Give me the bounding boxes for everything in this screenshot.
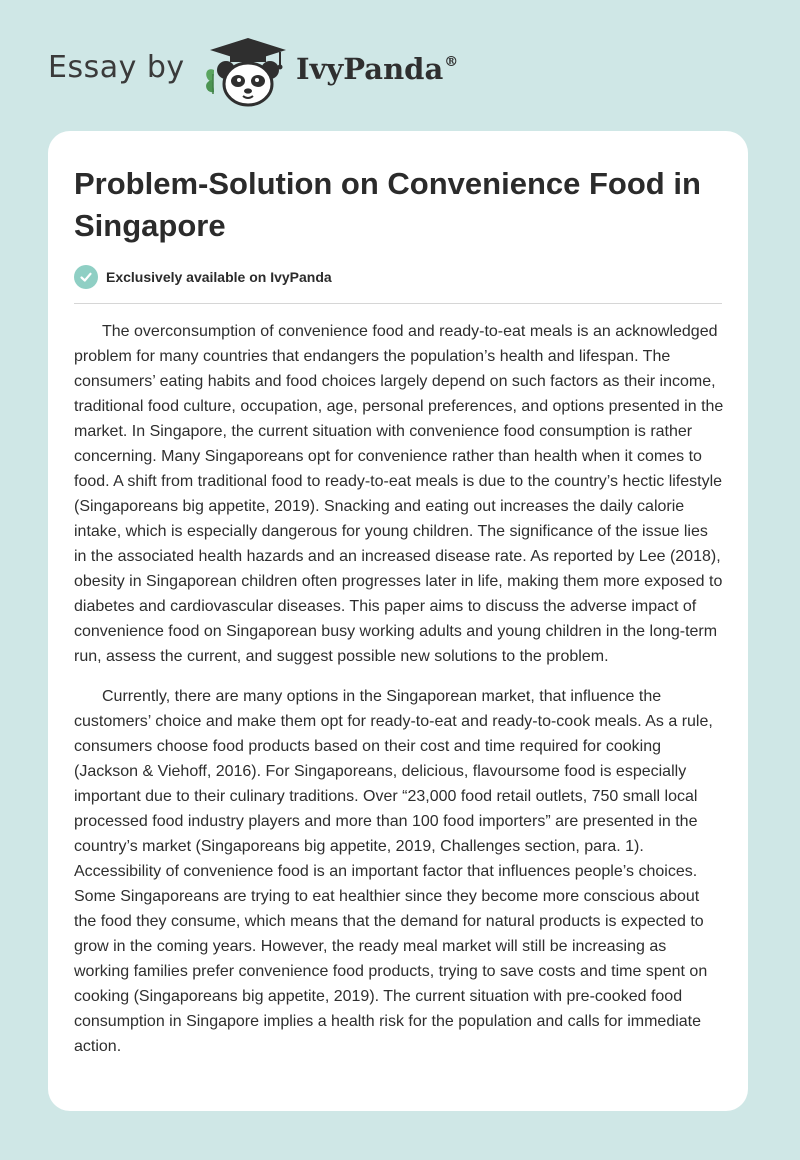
essay-paragraph-2: Currently, there are many options in the Singaporean market, that influence the customers’ choice and make them opt for ready-to-eat and ready-to-cook meals. As a rule, consumers choose food products based on their cost and time required for cooking (Jackson & Viehoff, 2016). For Singaporeans, delicious, flavoursome food is especially important due to their culinary traditions. Over “23,000 food retail outlets, 750 small local processed food industry players and more than 100 food importers” are presented in the country’s market (Singaporeans big appetite, 2019, Challenges section, para. 1). Accessibility of convenience food is an important factor that influences people’s choices. Some Singaporeans are trying to eat healthier since they become more conscious about the food they consume, which means that the demand for natural products is expected to grow in the coming years. However, the ready meal market will still be increasing as working families prefer convenience food products, trying to save costs and time spent on cooking (Singaporeans big appetite, 2019). The current situation with pre-cooked food consumption in Singapore implies a health risk for the population and calls for immediate action.: [74, 688, 713, 1055]
checkmark-icon: [74, 265, 98, 289]
exclusive-badge: [74, 264, 332, 290]
essay-paragraph-1: The overconsumption of convenience food and ready-to-eat meals is an acknowledged problem for many countries that endangers the population’s health and lifespan. The consumers’ eating habits and food choices largely depend on such factors as their income, traditional food culture, occupation, age, personal preferences, and options presented in the market. In Singapore, the current situation with convenience food consumption is rather concerning. Many Singaporeans opt for convenience rather than health when it comes to food. A shift from traditional food to ready-to-eat meals is due to the country’s hectic lifestyle (Singaporeans big appetite, 2019). Snacking and eating out increases the daily calorie intake, which is especially dangerous for young children. The significance of the issue lies in the associated health hazards and an increased disease rate. As reported by Lee (2018), obesity in Singaporean children often progresses later in life, making them more exposed to diabetes and cardiovascular diseases. This paper aims to discuss the adverse impact of convenience food on Singaporean busy working adults and young children in the long-term run, assess the current, and suggest possible new solutions to the problem.: [74, 323, 724, 665]
brand-name[interactable]: [296, 52, 458, 86]
essay-body: [74, 319, 724, 1074]
essay-title: Problem-Solution on Convenience Food in Singapore: [74, 166, 701, 243]
essay-by-label: Essay by: [48, 50, 185, 85]
site-header: [0, 0, 800, 130]
exclusive-badge-label: Exclusively available on IvyPanda: [106, 269, 332, 285]
panda-graduate-logo-icon[interactable]: [200, 36, 292, 110]
divider: [74, 303, 722, 304]
registered-mark: ®: [444, 54, 459, 70]
brand-text: IvyPanda: [296, 52, 444, 86]
essay-card: [48, 131, 748, 1111]
